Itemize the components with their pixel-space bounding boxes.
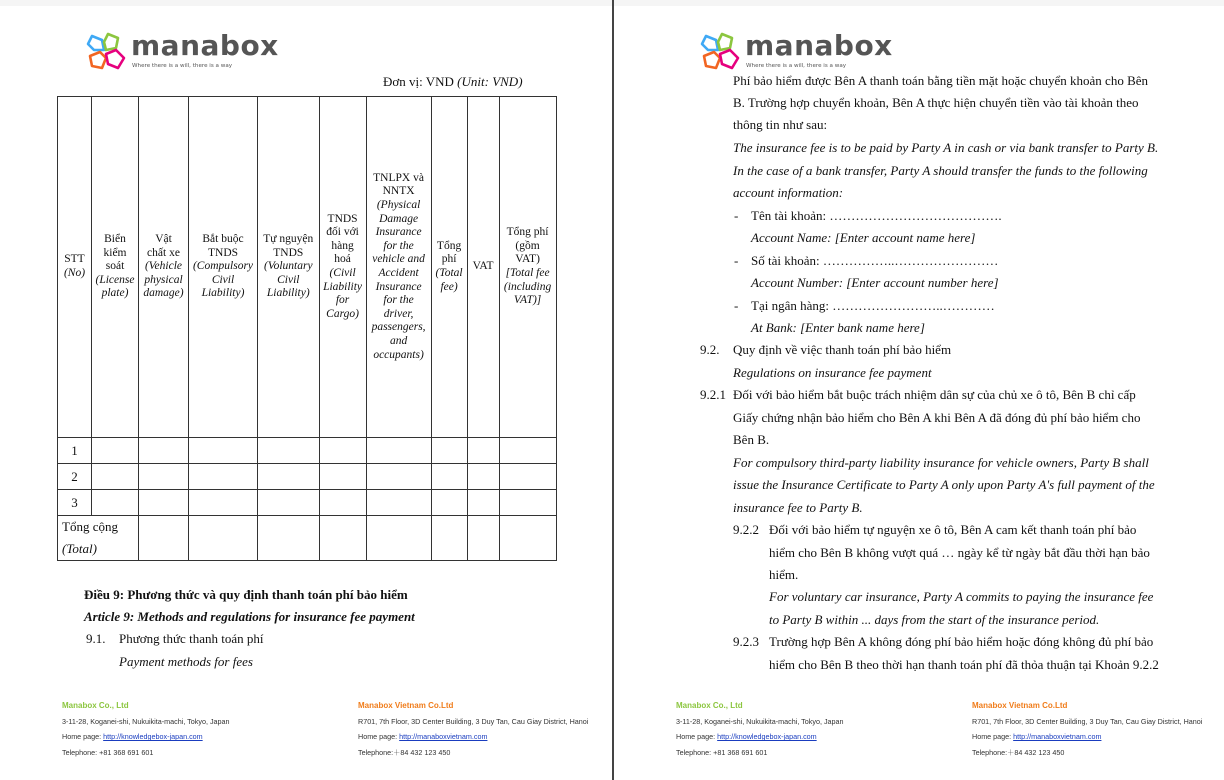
footer-homepage-link[interactable]: http://manaboxvietnam.com [1013, 732, 1102, 741]
header-cell-cargo-liability: TNDS đối với hàng hoá (Civil Liability for Cargo) [319, 97, 366, 438]
table-cell [92, 490, 139, 516]
section-9-2-1-en-line: issue the Insurance Certificate to Party A only upon Party A's full payment of the [733, 477, 1155, 492]
payment-paragraph-en-line: account information: [733, 185, 844, 200]
row-number: 3 [58, 490, 92, 516]
footer-vietnam [972, 698, 1217, 760]
table-row [58, 438, 557, 464]
section-number: 9.2.2 [733, 522, 759, 537]
section-9-2-2-line: Đối với bảo hiểm tự nguyện xe ô tô, Bên A cam kết thanh toán phí bảo [769, 522, 1137, 537]
manabox-logo [698, 28, 893, 76]
section-9-2-title-en: Regulations on insurance fee payment [733, 365, 932, 380]
table-cell [467, 438, 499, 464]
bullet-dash: - [734, 208, 739, 223]
logo-tagline: Where there is a will, there is a way [746, 63, 847, 69]
table-cell [431, 438, 467, 464]
insurance-fee-table [57, 96, 557, 561]
section-9-1-title-en: Payment methods for fees [119, 654, 253, 669]
account-name-field: Tên tài khoản: …………………………………. [751, 208, 1002, 223]
section-9-2-1-line: Bên B. [733, 432, 770, 447]
row-number: 2 [58, 464, 92, 490]
table-cell [319, 490, 366, 516]
footer-homepage: Home page: http://knowledgebox-japan.com [62, 732, 203, 741]
footer-address: 3-11-28, Koganei-shi, Nukuikita-machi, Tokyo, Japan [676, 716, 844, 726]
footer-homepage: Home page: http://manaboxvietnam.com [972, 732, 1102, 741]
table-cell [258, 438, 320, 464]
document-page-right [614, 0, 1224, 780]
section-9-2-2-en-line: For voluntary car insurance, Party A commits to paying the insurance fee [769, 589, 1154, 604]
section-9-2-1-line: Đối với bảo hiểm bắt buộc trách nhiệm dân sự của chủ xe ô tô, Bên B chỉ cấp [733, 387, 1136, 402]
account-name-field-en: Account Name: [Enter account name here] [751, 230, 976, 245]
table-cell [189, 490, 258, 516]
table-cell [258, 490, 320, 516]
section-9-2-2-line: hiểm cho Bên B không vượt quá … ngày kể từ ngày bắt đầu thời hạn bảo [769, 545, 1150, 560]
table-cell [189, 516, 258, 561]
section-9-2-1-en-line: For compulsory third-party liability insurance for vehicle owners, Party B shall [733, 455, 1149, 470]
section-number: 9.1. [86, 631, 106, 646]
footer-vietnam [358, 698, 603, 760]
table-cell [319, 464, 366, 490]
section-9-2-1-en-line: insurance fee to Party B. [733, 500, 863, 515]
table-cell [366, 490, 431, 516]
section-number: 9.2.3 [733, 634, 759, 649]
section-9-1-title: Phương thức thanh toán phí [119, 631, 264, 646]
footer-homepage-link[interactable]: http://knowledgebox-japan.com [103, 732, 203, 741]
table-header-row [58, 97, 557, 438]
footer-telephone: Telephone:＋84 432 123 450 [358, 747, 451, 757]
header-cell-vat: VAT [467, 97, 499, 438]
table-cell [319, 516, 366, 561]
footer-address: R701, 7th Floor, 3D Center Building, 3 Duy Tan, Cau Giay District, Hanoi [972, 716, 1203, 726]
payment-paragraph-en-line: In the case of a bank transfer, Party A should transfer the funds to the following [733, 163, 1148, 178]
table-row [58, 464, 557, 490]
manabox-logo [84, 28, 279, 76]
logo-tagline: Where there is a will, there is a way [132, 63, 233, 69]
table-cell [467, 490, 499, 516]
table-cell [92, 464, 139, 490]
header-cell-vehicle-damage: Vật chất xe (Vehicle physical damage) [139, 97, 189, 438]
section-9-2-3-line: hiểm cho Bên B theo thời hạn thanh toán phí đã thỏa thuận tại Khoản 9.2.2 [769, 657, 1159, 672]
section-9-2-3-line: Trường hợp Bên A không đóng phí bảo hiểm hoặc đóng không đủ phí bảo [769, 634, 1154, 649]
account-number-field-en: Account Number: [Enter account number here] [751, 275, 999, 290]
header-cell-total-fee: Tổng phí (Total fee) [431, 97, 467, 438]
table-cell [431, 490, 467, 516]
table-cell [139, 438, 189, 464]
table-cell [189, 464, 258, 490]
table-cell [499, 464, 556, 490]
table-cell [467, 516, 499, 561]
manabox-logo-mark-icon [698, 30, 742, 74]
footer-japan [62, 698, 342, 760]
table-total-row [58, 516, 557, 561]
currency-unit-label [383, 74, 523, 90]
table-cell [258, 516, 320, 561]
table-cell [366, 438, 431, 464]
table-cell [189, 438, 258, 464]
footer-company-name: Manabox Vietnam Co.Ltd [972, 701, 1068, 710]
section-9-2-2-en-line: to Party B within ... days from the start of the insurance period. [769, 612, 1100, 627]
table-cell [139, 464, 189, 490]
table-cell [258, 464, 320, 490]
payment-paragraph-line: Phí bảo hiểm được Bên A thanh toán bằng tiền mặt hoặc chuyển khoản cho Bên [733, 73, 1149, 88]
header-cell-no: STT (No) [58, 97, 92, 438]
section-9-2-2-line: hiểm. [769, 567, 799, 582]
footer-telephone: Telephone: +81 368 691 601 [676, 747, 768, 757]
footer-address: R701, 7th Floor, 3D Center Building, 3 Duy Tan, Cau Giay District, Hanoi [358, 716, 589, 726]
account-number-field: Số tài khoản: ……………..…………………… [751, 253, 999, 268]
footer-japan [676, 698, 956, 760]
manabox-logo-mark-icon [84, 30, 128, 74]
bank-name-field: Tại ngân hàng: ……………………..………… [751, 298, 995, 313]
footer-telephone: Telephone: +81 368 691 601 [62, 747, 154, 757]
payment-paragraph-line: B. Trường hợp chuyển khoản, Bên A thực hiện chuyển tiền vào tài khoản theo [733, 95, 1139, 110]
footer-company-name: Manabox Co., Ltd [676, 701, 743, 710]
bullet-dash: - [734, 253, 739, 268]
footer-address: 3-11-28, Koganei-shi, Nukuikita-machi, Tokyo, Japan [62, 716, 230, 726]
header-cell-voluntary-liability: Tự nguyện TNDS (Voluntary Civil Liability) [258, 97, 320, 438]
table-cell [92, 438, 139, 464]
row-number: 1 [58, 438, 92, 464]
table-cell [431, 464, 467, 490]
article-9-title-en: Article 9: Methods and regulations for insurance fee payment [84, 609, 415, 624]
section-9-2-title: Quy định về việc thanh toán phí bảo hiểm [733, 342, 952, 357]
table-cell [139, 516, 189, 561]
unit-label-vi: Đơn vị: VND [383, 74, 454, 89]
article-9-title: Điều 9: Phương thức và quy định thanh toán phí bảo hiểm [84, 587, 408, 602]
header-cell-physical-accident: TNLPX và NNTX (Physical Damage Insurance for the vehicle and Accident Insurance for the driver, passengers, and occupants) [366, 97, 431, 438]
section-9-2-1-line: Giấy chứng nhận bảo hiểm cho Bên A khi Bên A đã đóng đủ phí bảo hiểm cho [733, 410, 1141, 425]
payment-paragraph-line: thông tin như sau: [733, 117, 828, 132]
table-row [58, 490, 557, 516]
table-cell [319, 438, 366, 464]
footer-homepage-link[interactable]: http://manaboxvietnam.com [399, 732, 488, 741]
table-cell [366, 464, 431, 490]
footer-homepage: Home page: http://knowledgebox-japan.com [676, 732, 817, 741]
table-cell [431, 516, 467, 561]
header-cell-compulsory-liability: Bắt buộc TNDS (Compulsory Civil Liability) [189, 97, 258, 438]
section-number: 9.2. [700, 342, 720, 357]
footer-telephone: Telephone:＋84 432 123 450 [972, 747, 1065, 757]
header-cell-license-plate: Biển kiểm soát (License plate) [92, 97, 139, 438]
footer-company-name: Manabox Vietnam Co.Ltd [358, 701, 454, 710]
bank-name-field-en: At Bank: [Enter bank name here] [751, 320, 925, 335]
unit-label-en: (Unit: VND) [457, 74, 523, 89]
table-cell [467, 464, 499, 490]
payment-paragraph-en-line: The insurance fee is to be paid by Party A in cash or via bank transfer to Party B. [733, 140, 1159, 155]
header-cell-total-incl-vat: Tổng phí (gồm VAT) [Total fee (including VAT)] [499, 97, 556, 438]
table-cell [499, 516, 556, 561]
table-cell [366, 516, 431, 561]
table-cell [499, 438, 556, 464]
footer-homepage: Home page: http://manaboxvietnam.com [358, 732, 488, 741]
footer-company-name: Manabox Co., Ltd [62, 701, 129, 710]
total-label-cell: Tổng cộng (Total) [58, 516, 139, 561]
logo-wordmark: manabox [745, 29, 893, 62]
footer-homepage-link[interactable]: http://knowledgebox-japan.com [717, 732, 817, 741]
section-number: 9.2.1 [700, 387, 726, 402]
logo-wordmark: manabox [131, 29, 279, 62]
bullet-dash: - [734, 298, 739, 313]
table-cell [499, 490, 556, 516]
table-cell [139, 490, 189, 516]
